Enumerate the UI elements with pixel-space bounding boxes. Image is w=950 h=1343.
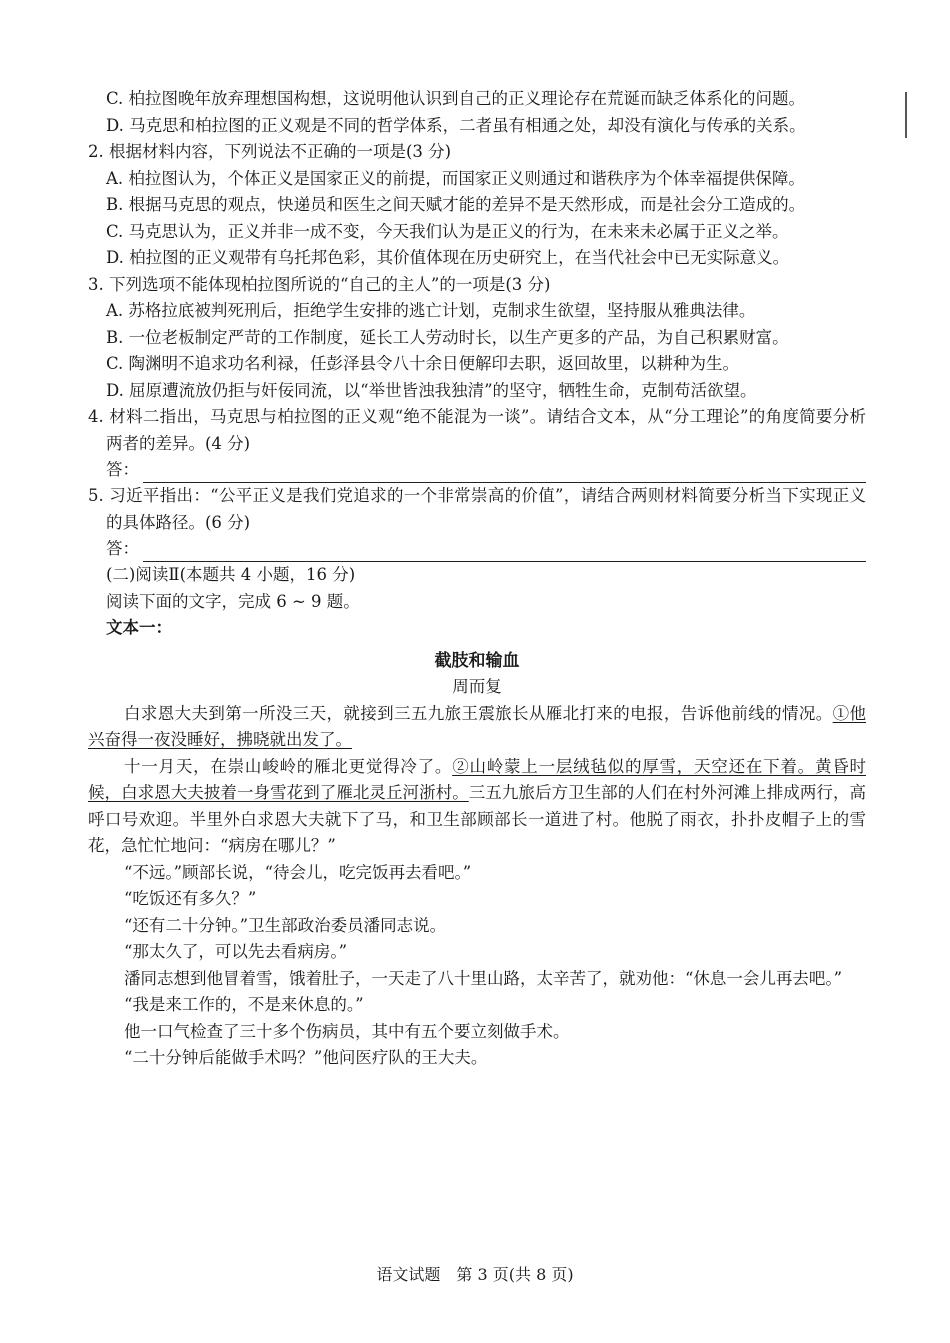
p2-text-a: 十一月天，在崇山峻岭的雁北更觉得冷了。 — [124, 756, 453, 776]
article-paragraph-10: “二十分钟后能做手术吗？”他问医疗队的王大夫。 — [124, 1048, 488, 1067]
article-paragraph-4: “吃饭还有多久？” — [124, 889, 257, 908]
q2-stem: 2. 根据材料内容，下列说法不正确的一项是(3 分) — [88, 142, 452, 161]
q5-answer-rule — [143, 543, 866, 562]
article-title: 截肢和输血 — [434, 650, 520, 671]
exam-page — [88, 86, 866, 1072]
q5-answer-line[interactable] — [88, 536, 866, 562]
article-author: 周而复 — [452, 677, 502, 696]
q3-option-d: D. 屈原遭流放仍拒与奸佞同流，以“举世皆浊我独清”的坚守，牺牲生命，克制苟活欲望。 — [106, 380, 757, 400]
p1-text: 白求恩大夫到第一所没三天，就接到三五九旅王震旅长从雁北打来的电报，告诉他前线的情况。 — [124, 703, 833, 723]
article-paragraph-5: “还有二十分钟。”卫生部政治委员潘同志说。 — [124, 915, 447, 935]
q4-answer-label: 答： — [106, 459, 139, 479]
text-one-label: 文本一： — [106, 618, 172, 637]
section-heading: (二)阅读Ⅱ(本题共 4 小题，16 分) — [106, 565, 356, 584]
article-paragraph-8: “我是来工作的，不是来休息的。” — [124, 995, 364, 1014]
q2-option-b: B. 根据马克思的观点，快递员和医生之间天赋才能的差异不是天然形成，而是社会分工造成的。 — [106, 195, 806, 214]
margin-mark — [905, 92, 907, 138]
article-paragraph-3: “不远。”顾部长说，“待会儿，吃完饭再去看吧。” — [124, 862, 472, 882]
article-paragraph-6: “那太久了，可以先去看病房。” — [124, 942, 348, 961]
q4-stem: 4. 材料二指出，马克思与柏拉图的正义观“绝不能混为一谈”。请结合文本，从“分工理论”的角度简要分析两者的差异。(4 分) — [88, 407, 866, 453]
article-paragraph-2 — [88, 754, 866, 860]
section-instruction: 阅读下面的文字，完成 6 ~ 9 题。 — [106, 591, 360, 611]
article-paragraph-7: 潘同志想到他冒着雪，饿着肚子，一天走了八十里山路，太辛苦了，就劝他：“休息一会儿再去吧。” — [124, 968, 843, 988]
q5-answer-label: 答： — [106, 538, 139, 558]
q2-option-d: D. 柏拉图的正义观带有乌托邦色彩，其价值体现在历史研究上，在当代社会中已无实际意义。 — [106, 248, 790, 267]
q5-stem: 5. 习近平指出：“公平正义是我们党追求的一个非常崇高的价值”，请结合两则材料简要分析当下实现正义的具体路径。(6 分) — [88, 486, 866, 532]
q2-option-a: A. 柏拉图认为，个体正义是国家正义的前提，而国家正义则通过和谐秩序为个体幸福提供保障。 — [106, 168, 805, 188]
p1-underlined-sentence: ①他兴奋得一夜没睡好，拂晓就出发了。 — [88, 703, 867, 749]
article-paragraph-9: 他一口气检查了三十多个伤病员，其中有五个要立刻做手术。 — [124, 1021, 570, 1041]
q2-option-c: C. 马克思认为，正义并非一成不变，今天我们认为是正义的行为，在未来未必属于正义之举。 — [106, 221, 789, 241]
page-footer: 语文试题 第 3 页(共 8 页) — [376, 1265, 574, 1284]
q1-option-d: D. 马克思和柏拉图的正义观是不同的哲学体系，二者虽有相通之处，却没有演化与传承的关系。 — [106, 115, 806, 135]
q3-option-b: B. 一位老板制定严苛的工作制度，延长工人劳动时长，以生产更多的产品，为自己积累财富。 — [106, 327, 789, 347]
p2-text-b: 三五九旅后方卫生部的人们在村外河滩上排成两行，高呼口号欢迎。半里外白求恩大夫就下了马，和卫生部顾部长一道进了村。他脱了雨衣，扑扑皮帽子上的雪花，急忙忙地问：“病房在哪儿？” — [88, 783, 867, 855]
q4-answer-line[interactable] — [88, 457, 866, 483]
article-paragraph-1 — [88, 701, 866, 754]
q1-option-c: C. 柏拉图晚年放弃理想国构想，这说明他认识到自己的正义理论存在荒诞而缺乏体系化的问题。 — [106, 89, 806, 108]
q3-stem: 3. 下列选项不能体现柏拉图所说的“自己的主人”的一项是(3 分) — [88, 274, 551, 294]
q3-option-c: C. 陶渊明不追求功名利禄，任彭泽县令八十余日便解印去职，返回故里，以耕种为生。 — [106, 354, 740, 373]
p2-underlined-sentence: ②山岭蒙上一层绒毡似的厚雪，天空还在下着。黄昏时候，白求恩大夫披着一身雪花到了雁北灵丘河浙村。 — [88, 756, 867, 802]
q4-answer-rule — [143, 464, 866, 483]
q3-option-a: A. 苏格拉底被判死刑后，拒绝学生安排的逃亡计划，克制求生欲望，坚持服从雅典法律。 — [106, 301, 756, 320]
